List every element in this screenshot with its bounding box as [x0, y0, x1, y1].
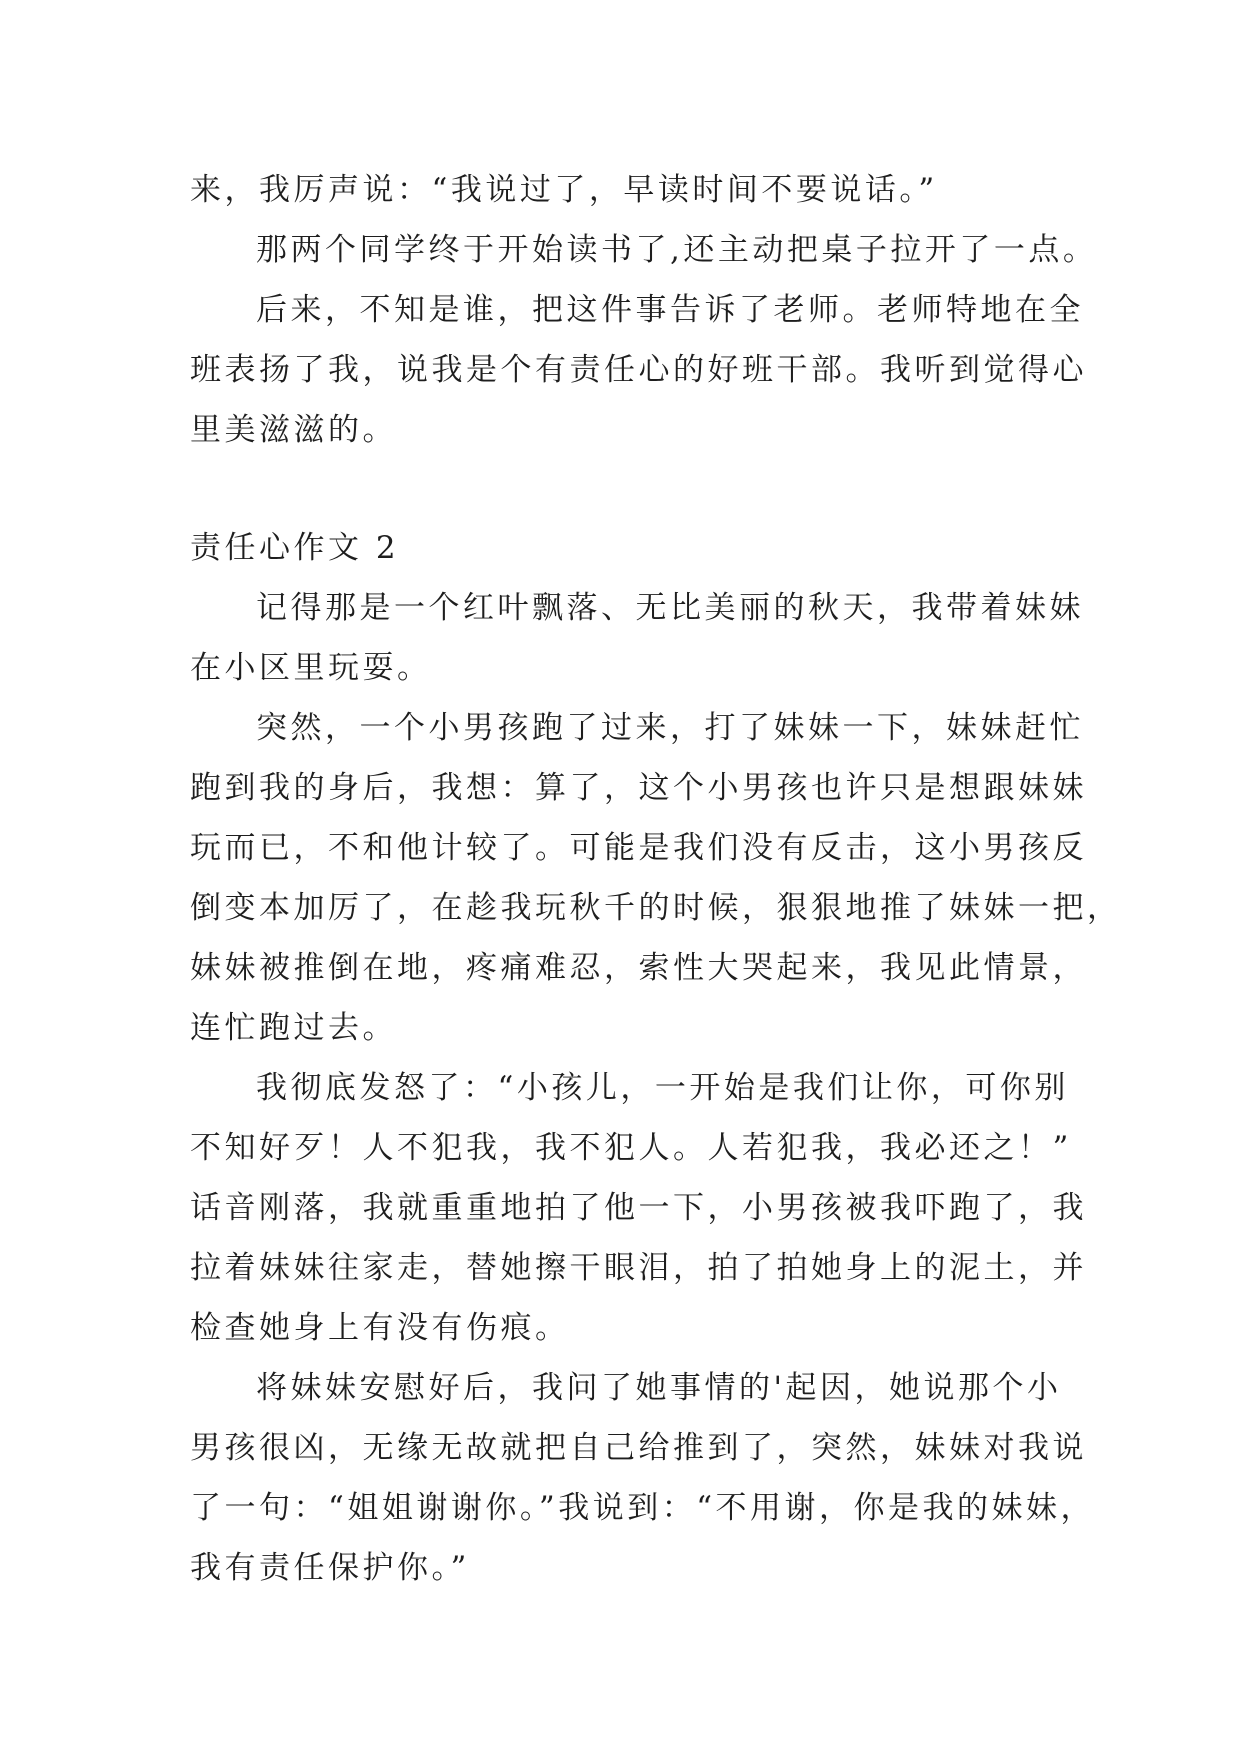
text-line: 那两个同学终于开始读书了,还主动把桌子拉开了一点。 [256, 232, 1098, 268]
section-gap [190, 460, 1090, 518]
text-line: 我有责任保护你。” [190, 1550, 470, 1586]
text-line: 班表扬了我，说我是个有责任心的好班干部。我听到觉得心 [190, 352, 1087, 388]
text-line: 跑到我的身后，我想：算了，这个小男孩也许只是想跟妹妹 [190, 770, 1087, 806]
document-body [190, 160, 1122, 1598]
text-line: 不知好歹！人不犯我，我不犯人。人若犯我，我必还之！” [190, 1130, 1072, 1166]
text-line: 拉着妹妹往家走，替她擦干眼泪，拍了拍她身上的泥土，并 [190, 1250, 1087, 1286]
text-line: 话音刚落，我就重重地拍了他一下，小男孩被我吓跑了，我 [190, 1190, 1087, 1226]
text-line: 检查她身上有没有伤痕。 [190, 1310, 570, 1346]
text-line: 玩而已，不和他计较了。可能是我们没有反击，这小男孩反 [190, 830, 1087, 866]
text-line: 突然，一个小男孩跑了过来，打了妹妹一下，妹妹赶忙 [256, 710, 1084, 746]
text-line: 我彻底发怒了：“小孩儿，一开始是我们让你，可你别 [256, 1070, 1069, 1106]
text-line: 了一句：“姐姐谢谢你。”我说到：“不用谢，你是我的妹妹， [190, 1490, 1096, 1526]
text-line: 连忙跑过去。 [190, 1010, 397, 1046]
text-line: 后来，不知是谁，把这件事告诉了老师。老师特地在全 [256, 292, 1084, 328]
text-line: 来，我厉声说：“我说过了，早读时间不要说话。” [190, 172, 938, 208]
text-line: 倒变本加厉了，在趁我玩秋千的时候，狠狠地推了妹妹一把， [190, 890, 1122, 926]
text-line: 男孩很凶，无缘无故就把自己给推到了，突然，妹妹对我说 [190, 1430, 1087, 1466]
section-heading: 责任心作文 2 [190, 530, 400, 566]
text-line: 在小区里玩耍。 [190, 650, 432, 686]
text-line: 里美滋滋的。 [190, 412, 397, 448]
text-line: 记得那是一个红叶飘落、无比美丽的秋天，我带着妹妹 [256, 590, 1084, 626]
text-line: 将妹妹安慰好后，我问了她事情的'起因，她说那个小 [256, 1370, 1062, 1406]
text-line: 妹妹被推倒在地，疼痛难忍，索性大哭起来，我见此情景， [190, 950, 1087, 986]
